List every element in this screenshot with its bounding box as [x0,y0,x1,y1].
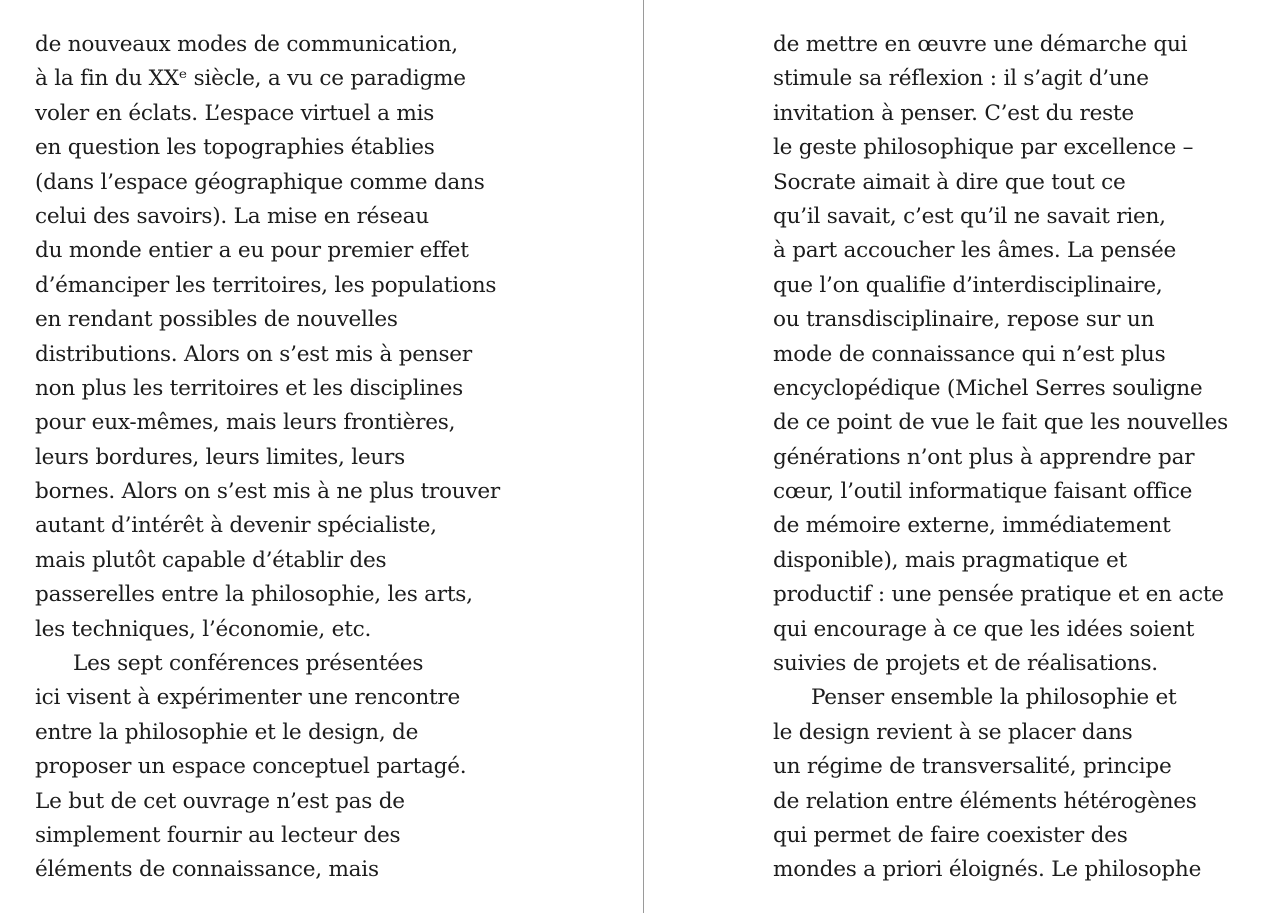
text-line: le design revient à se placer dans [773,719,1133,745]
text-line: à part accoucher les âmes. La pensée [773,238,1177,264]
text-line: (dans l’espace géographique comme dans [35,169,485,195]
right-page [644,0,1287,913]
text-line: disponible), mais pragmatique et [773,547,1127,573]
left-page [0,0,643,913]
text-line: un régime de transversalité, principe [773,754,1172,780]
text-line: leurs bordures, leurs limites, leurs [35,444,405,470]
text-line: les techniques, l’économie, etc. [35,616,372,642]
text-line: distributions. Alors on s’est mis à penser [35,341,472,367]
text-line: invitation à penser. C’est du reste [773,100,1134,126]
text-line: passerelles entre la philosophie, les arts, [35,582,473,608]
text-line: le geste philosophique par excellence – [773,135,1194,161]
text-line: de ce point de vue le fait que les nouvelles [773,410,1228,436]
text-line: autant d’intérêt à devenir spécialiste, [35,513,437,539]
text-line: générations n’ont plus à apprendre par [773,444,1195,470]
text-line: de mémoire externe, immédiatement [773,513,1171,539]
text-line: simplement fournir au lecteur des [35,822,401,848]
text-line: Penser ensemble la philosophie et [811,685,1177,711]
text-line: encyclopédique (Michel Serres souligne [773,375,1203,401]
text-line: à la fin du XXᵉ siècle, a vu ce paradigme [35,66,466,92]
text-line: ou transdisciplinaire, repose sur un [773,307,1155,333]
text-line: qui permet de faire coexister des [773,822,1128,848]
text-line: que l’on qualifie d’interdisciplinaire, [773,272,1163,298]
text-line: de relation entre éléments hétérogènes [773,788,1197,814]
text-line: bornes. Alors on s’est mis à ne plus trouver [35,479,500,505]
text-line: Le but de cet ouvrage n’est pas de [35,788,405,814]
text-line: qu’il savait, c’est qu’il ne savait rien, [773,203,1166,229]
text-line: d’émanciper les territoires, les populations [35,272,497,298]
text-line: en question les topographies établies [35,135,435,161]
text-line: ici visent à expérimenter une rencontre [35,685,461,711]
text-line: voler en éclats. L’espace virtuel a mis [35,100,435,126]
text-line: éléments de connaissance, mais [35,857,379,883]
text-line: productif : une pensée pratique et en acte [773,582,1224,608]
text-line: Les sept conférences présentées [73,651,424,677]
text-line: de mettre en œuvre une démarche qui [773,32,1188,57]
text-line: cœur, l’outil informatique faisant office [773,479,1193,505]
text-line: entre la philosophie et le design, de [35,719,419,745]
text-line: de nouveaux modes de communication, [35,32,458,57]
text-line: mondes a priori éloignés. Le philosophe [773,857,1202,883]
text-line: mode de connaissance qui n’est plus [773,341,1166,367]
text-line: Socrate aimait à dire que tout ce [773,169,1126,195]
text-line: celui des savoirs). La mise en réseau [35,203,429,229]
text-line: mais plutôt capable d’établir des [35,547,387,573]
text-line: qui encourage à ce que les idées soient [773,616,1195,642]
text-line: pour eux-mêmes, mais leurs frontières, [35,410,456,436]
text-line: non plus les territoires et les disciplines [35,375,463,401]
text-line: proposer un espace conceptuel partagé. [35,754,467,780]
text-line: stimule sa réflexion : il s’agit d’une [773,66,1149,92]
text-line: en rendant possibles de nouvelles [35,307,398,333]
text-line: du monde entier a eu pour premier effet [35,238,469,264]
text-line: suivies de projets et de réalisations. [773,651,1158,677]
